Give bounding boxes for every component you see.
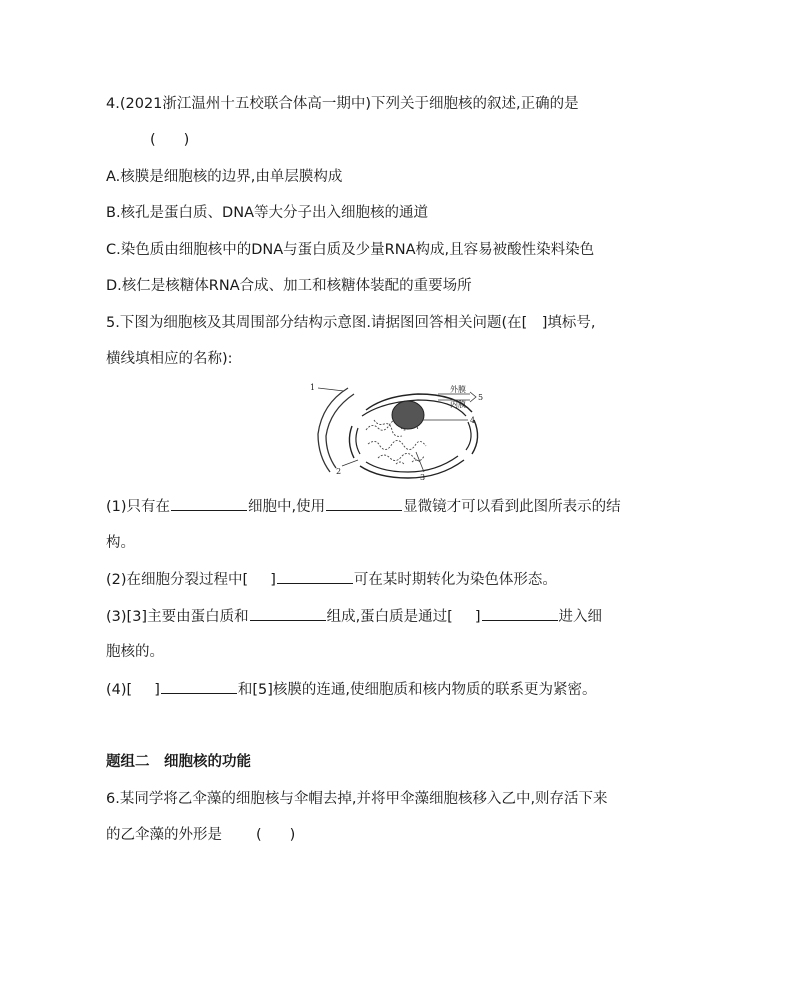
q6-line2	[106, 825, 295, 845]
q5-p3-text-c: ]	[474, 609, 481, 625]
fig-label-outer-membrane: 外膜	[450, 385, 466, 394]
q5-stem-line1: 5.下图为细胞核及其周围部分结构示意图.请据图回答相关问题(在[ ]填标号,	[106, 315, 596, 331]
q5-p3-text-b: 组成,蛋白质是通过[	[326, 609, 453, 625]
q4-option-d: D.核仁是核糖体RNA合成、加工和核糖体装配的重要场所	[106, 278, 472, 294]
q4-option-c: C.染色质由细胞核中的DNA与蛋白质及少量RNA构成,且容易被酸性染料染色	[106, 242, 595, 258]
section-heading: 题组二 细胞核的功能	[106, 754, 251, 770]
q5-p4-text-c: 和[5]核膜的连通,使细胞质和核内物质的联系更为紧密。	[237, 682, 597, 698]
q5-stem-line2: 横线填相应的名称):	[106, 351, 233, 367]
fig-label-5: 5	[478, 393, 484, 402]
q5-p2-text-c: 可在某时期转化为染色体形态。	[353, 572, 557, 588]
answer-blank[interactable]	[250, 606, 326, 621]
q4-stem: 4.(2021浙江温州十五校联合体高一期中)下列关于细胞核的叙述,正确的是	[106, 96, 579, 112]
q5-p4-text-b: ]	[154, 682, 160, 698]
paren-open: (	[256, 827, 262, 843]
q5-p3-text-d: 进入细	[558, 609, 603, 625]
answer-blank[interactable]	[161, 679, 237, 694]
q5-part1-cont: 构。	[106, 535, 135, 551]
fig-label-4: 4	[470, 416, 476, 425]
paren-open: (	[150, 132, 156, 148]
q6-line2-text: 的乙伞藻的外形是	[106, 827, 222, 843]
fig-label-1: 1	[310, 383, 316, 392]
q5-p2-text-b: ]	[270, 572, 276, 588]
paren-close: )	[289, 827, 296, 843]
q5-p1-text-b: 细胞中,使用	[248, 499, 326, 515]
q5-part1	[106, 496, 621, 517]
q4-answer-paren	[150, 130, 189, 150]
answer-blank[interactable]	[326, 496, 402, 511]
answer-blank[interactable]	[277, 569, 353, 584]
q5-part2	[106, 569, 557, 590]
q5-p1-text-c: 显微镜才可以看到此图所表示的结	[403, 499, 621, 515]
q5-p2-text-a: (2)在细胞分裂过程中[	[106, 572, 249, 588]
q5-part3-cont: 胞核的。	[106, 644, 164, 660]
fig-label-2: 2	[336, 467, 342, 476]
q4-option-a: A.核膜是细胞核的边界,由单层膜构成	[106, 169, 343, 185]
nucleus-diagram	[308, 380, 488, 482]
answer-blank[interactable]	[171, 496, 247, 511]
paren-close: )	[183, 132, 190, 148]
q5-part3	[106, 606, 602, 627]
answer-blank[interactable]	[482, 606, 558, 621]
fig-label-3: 3	[420, 473, 426, 482]
q4-option-b: B.核孔是蛋白质、DNA等大分子出入细胞核的通道	[106, 205, 428, 221]
q6-line1: 6.某同学将乙伞藻的细胞核与伞帽去掉,并将甲伞藻细胞核移入乙中,则存活下来	[106, 791, 608, 807]
q5-p3-text-a: (3)[3]主要由蛋白质和	[106, 609, 249, 625]
q5-p4-text-a: (4)[	[106, 682, 133, 698]
q5-p1-text-a: (1)只有在	[106, 499, 171, 515]
fig-label-inner-membrane: 内膜	[450, 400, 466, 409]
q5-part4	[106, 679, 597, 700]
